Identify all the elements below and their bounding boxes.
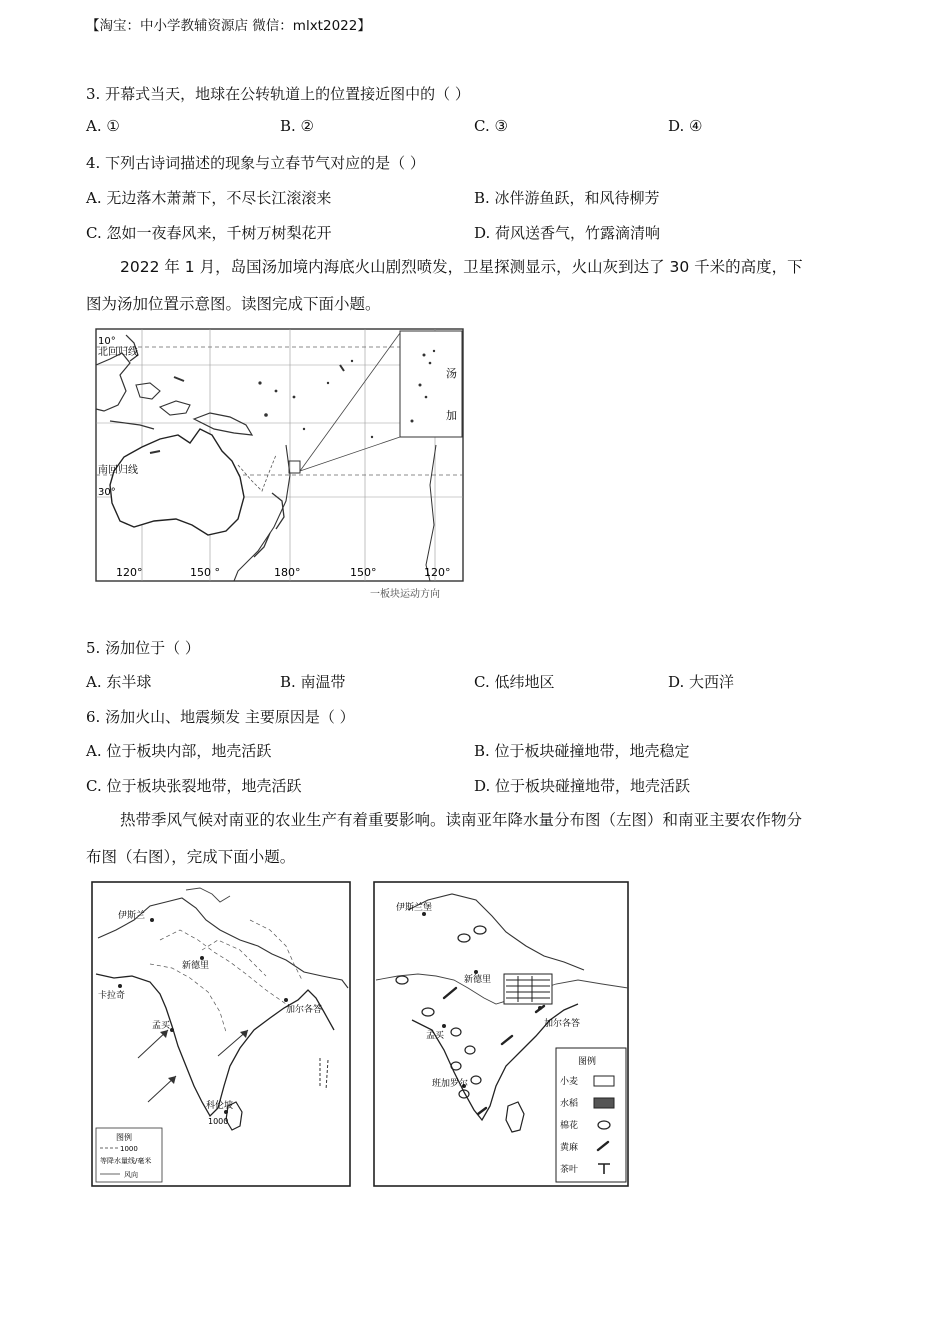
q6-option-b: B. 位于板块碰撞地带，地壳稳定	[474, 742, 690, 760]
longitude-180-label: 180°	[274, 566, 301, 579]
passage-1-line-2: 图为汤加位置示意图。读图完成下面小题。	[86, 295, 381, 313]
q4-option-d: D. 荷风送香气，竹露滴清响	[474, 224, 661, 242]
latitude-30-label: 30°	[98, 487, 116, 498]
q3-option-b: B. ②	[280, 117, 315, 135]
question-6-stem: 6. 汤加火山、地震频发 主要原因是（ ）	[86, 708, 355, 726]
q3-option-a: A. ①	[86, 117, 120, 135]
tonga-label-2: 加	[446, 409, 457, 422]
south-asia-precipitation-map	[90, 880, 354, 1190]
longitude-150w-label: 150°	[350, 566, 377, 579]
question-4-stem: 4. 下列古诗词描述的现象与立春节气对应的是（ ）	[86, 154, 425, 172]
isohyet-1000-label: 1000	[208, 1117, 229, 1126]
right-mumbai-label: 孟买	[426, 1031, 445, 1041]
left-legend-isohyet: 等降水量线/毫米	[100, 1157, 152, 1165]
left-legend-title: 图例	[116, 1133, 132, 1142]
tonga-label-1: 汤	[446, 367, 457, 380]
right-islamabad-label: 伊斯兰堡	[396, 903, 433, 913]
right-kolkata-label: 加尔各答	[544, 1019, 581, 1029]
passage-2-line-1: 热带季风气候对南亚的农业生产有着重要影响。读南亚年降水量分布图（左图）和南亚主要农作物分	[120, 811, 803, 829]
legend-cotton: 棉花	[560, 1121, 579, 1131]
q6-option-a: A. 位于板块内部，地壳活跃	[86, 742, 272, 760]
left-legend-wind: 风向	[124, 1171, 138, 1179]
passage-1-line-1: 2022 年 1 月，岛国汤加境内海底火山剧烈喷发，卫星探测显示，火山灰到达了 30 千米的高度，下	[120, 258, 803, 276]
q5-option-d: D. 大西洋	[668, 673, 735, 691]
longitude-120w-label: 120°	[424, 566, 451, 579]
colombo-label: 科伦坡	[206, 1101, 234, 1111]
legend-rice: 水稻	[560, 1099, 579, 1109]
legend-jute: 黄麻	[560, 1143, 579, 1153]
tropic-north-label: 北回归线	[98, 347, 138, 358]
left-legend-1000: 1000	[120, 1145, 138, 1153]
longitude-150e-label: 150 °	[190, 566, 220, 579]
q6-option-c: C. 位于板块张裂地带，地壳活跃	[86, 777, 302, 795]
longitude-120e-label: 120°	[116, 566, 143, 579]
legend-tea: 茶叶	[560, 1165, 579, 1175]
islamabad-label: 伊斯兰	[118, 911, 146, 921]
question-5-stem: 5. 汤加位于（ ）	[86, 639, 200, 657]
q6-option-d: D. 位于板块碰撞地带，地壳活跃	[474, 777, 691, 795]
right-delhi-label: 新德里	[464, 975, 492, 985]
bangalore-label: 班加罗尔	[432, 1079, 469, 1089]
legend-wheat: 小麦	[560, 1077, 579, 1087]
q5-option-b: B. 南温带	[280, 673, 346, 691]
kolkata-label: 加尔各答	[286, 1005, 323, 1015]
plate-motion-legend: 一板块运动方向	[370, 589, 440, 600]
question-3-stem: 3. 开幕式当天，地球在公转轨道上的位置接近图中的（ ）	[86, 85, 470, 103]
tropic-south-label: 南回归线	[98, 465, 138, 476]
page-header: 【淘宝：中小学教辅资源店 微信：mlxt2022】	[86, 18, 371, 34]
q3-option-d: D. ④	[668, 117, 703, 135]
passage-2-line-2: 布图（右图），完成下面小题。	[86, 848, 296, 866]
delhi-label: 新德里	[182, 961, 210, 971]
q5-option-c: C. 低纬地区	[474, 673, 555, 691]
q4-option-a: A. 无边落木萧萧下，不尽长江滚滚来	[86, 189, 332, 207]
q5-option-a: A. 东半球	[86, 673, 152, 691]
mumbai-label: 孟买	[152, 1021, 171, 1031]
latitude-10-label: 10°	[98, 336, 116, 347]
q3-option-c: C. ③	[474, 117, 508, 135]
q4-option-c: C. 忽如一夜春风来，千树万树梨花开	[86, 224, 332, 242]
q4-option-b: B. 冰伴游鱼跃，和风待柳芳	[474, 189, 660, 207]
south-asia-crops-map	[372, 880, 632, 1190]
karachi-label: 卡拉奇	[98, 991, 126, 1001]
tonga-location-map	[90, 325, 475, 605]
right-legend-title: 图例	[578, 1057, 597, 1067]
